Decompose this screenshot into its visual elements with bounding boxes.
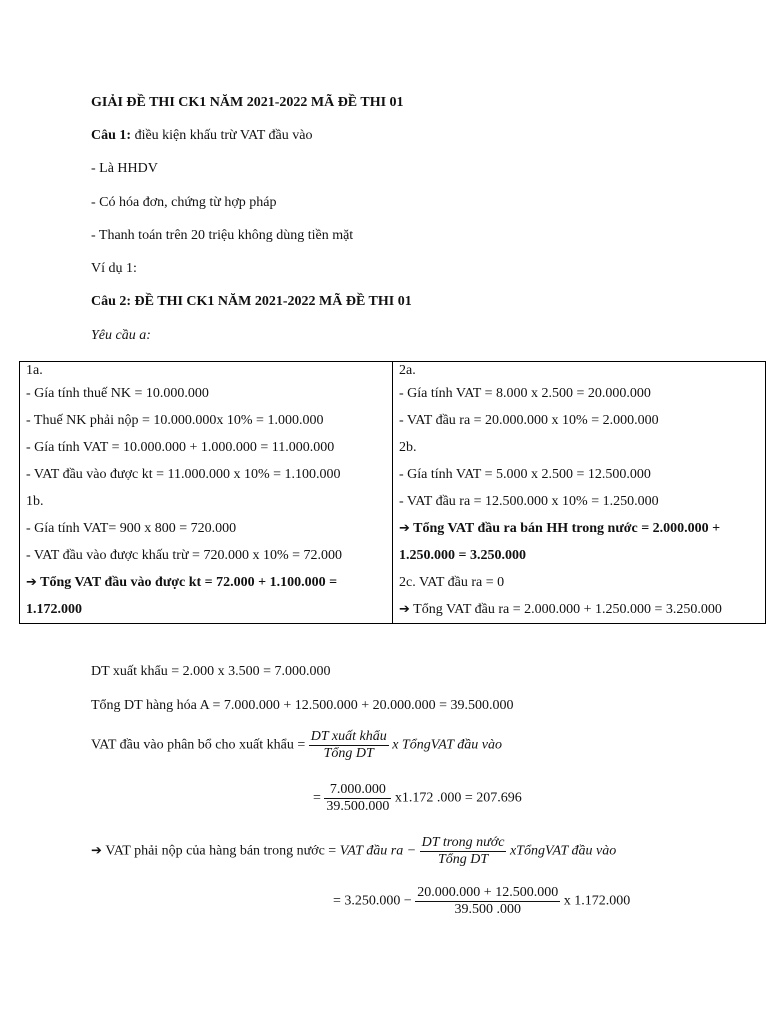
phai-nop-result-head: = 3.250.000 − [333, 893, 412, 909]
phan-bo-formula [91, 729, 502, 762]
phai-nop-tail: xTổngVAT đầu vào [509, 843, 617, 859]
arrow-icon: ➔ [399, 602, 410, 617]
phai-nop-term: VAT đầu ra − [339, 843, 417, 859]
left-line-1b: 1b. [26, 494, 44, 509]
right-line-gia-vat-a: - Gía tính VAT = 8.000 x 2.500 = 20.000.000 [399, 386, 651, 401]
left-line-1a: 1a. [26, 363, 43, 378]
left-line-vat-kt-b: - VAT đầu vào được khấu trừ = 720.000 x 10% = 72.000 [26, 548, 343, 563]
left-total-text: Tổng VAT đầu vào được kt = 72.000 + 1.100.000 = [40, 575, 338, 590]
phan-bo-denominator: Tổng DT [323, 746, 374, 761]
page-title: GIẢI ĐỀ THI CK1 NĂM 2021-2022 MÃ ĐỀ THI 01 [91, 95, 404, 110]
left-cell [20, 362, 393, 624]
phai-nop-fraction [420, 835, 507, 868]
right-total-line [399, 515, 765, 542]
example-label: Ví dụ 1: [91, 261, 137, 276]
arrow-icon: ➔ [26, 575, 37, 590]
phai-nop-result-tail: x 1.172.000 [563, 893, 631, 909]
phan-bo-numerator: DT xuất khẩu [310, 729, 387, 744]
left-total-value: 1.172.000 [26, 602, 82, 617]
right-sum-text: Tổng VAT đầu ra = 2.000.000 + 1.250.000 = 3.250.000 [413, 602, 722, 617]
solution-table [19, 361, 766, 624]
cau1-line [91, 127, 312, 145]
phan-bo-result-denominator: 39.500.000 [326, 799, 390, 814]
phan-bo-tail: x TổngVAT đầu vào [392, 737, 502, 753]
dt-xuat-khau: DT xuất khẩu = 2.000 x 3.500 = 7.000.000 [91, 664, 331, 679]
tong-dt-hang-hoa: Tổng DT hàng hóa A = 7.000.000 + 12.500.000 + 20.000.000 = 39.500.000 [91, 698, 514, 713]
cau2-heading: Câu 2: ĐỀ THI CK1 NĂM 2021-2022 MÃ ĐỀ THI 01 [91, 294, 412, 309]
right-sum-line [399, 596, 765, 623]
phan-bo-label: VAT đầu vào phân bổ cho xuất khẩu = [91, 737, 306, 753]
phai-nop-result-denominator: 39.500 .000 [454, 902, 521, 917]
phai-nop-label: VAT phải nộp của hàng bán trong nước = [105, 843, 337, 859]
cau1-text: điều kiện khấu trừ VAT đầu vào [131, 128, 313, 143]
phai-nop-denominator: Tổng DT [437, 852, 489, 867]
right-line-gia-vat-b: - Gía tính VAT = 5.000 x 2.500 = 12.500.000 [399, 467, 651, 482]
left-line-thue-nk: - Thuế NK phải nộp = 10.000.000x 10% = 1.000.000 [26, 413, 324, 428]
phai-nop-result-fraction [415, 885, 560, 918]
right-line-vat-ra-b: - VAT đầu ra = 12.500.000 x 10% = 1.250.000 [399, 494, 659, 509]
phai-nop-formula [91, 835, 616, 868]
cau1-item-2: - Có hóa đơn, chứng từ hợp pháp [91, 195, 277, 210]
phan-bo-fraction [309, 729, 389, 762]
cau1-item-3: - Thanh toán trên 20 triệu không dùng tiền mặt [91, 228, 354, 243]
phan-bo-result-fraction [324, 782, 391, 815]
right-line-2c: 2c. VAT đầu ra = 0 [399, 575, 505, 590]
phai-nop-result-numerator: 20.000.000 + 12.500.000 [417, 885, 559, 900]
phan-bo-result-eq: = [313, 790, 321, 806]
right-line-2a: 2a. [399, 363, 416, 378]
cau1-label: Câu 1: [91, 128, 132, 143]
phan-bo-result-numerator: 7.000.000 [324, 782, 391, 799]
phan-bo-result [313, 782, 522, 815]
left-line-vat-kt: - VAT đầu vào được kt = 11.000.000 x 10% = 1.100.000 [26, 467, 341, 482]
left-line-gia-vat-b: - Gía tính VAT= 900 x 800 = 720.000 [26, 521, 237, 536]
phai-nop-numerator: DT trong nước [421, 835, 505, 850]
left-line-gia-vat: - Gía tính VAT = 10.000.000 + 1.000.000 = 11.000.000 [26, 440, 335, 455]
right-cell [393, 362, 766, 624]
right-total-value: 1.250.000 = 3.250.000 [399, 548, 526, 563]
right-line-2b: 2b. [399, 440, 417, 455]
left-line-gia-nk: - Gía tính thuế NK = 10.000.000 [26, 386, 209, 401]
left-total-line [26, 569, 392, 596]
right-total-text: Tổng VAT đầu ra bán HH trong nước = 2.000.000 + [413, 521, 721, 536]
right-line-vat-ra-a: - VAT đầu ra = 20.000.000 x 10% = 2.000.000 [399, 413, 659, 428]
arrow-icon: ➔ [399, 521, 410, 536]
phan-bo-result-tail: x1.172 .000 = 207.696 [394, 790, 522, 806]
arrow-icon: ➔ [91, 843, 102, 859]
cau1-item-1: - Là HHDV [91, 161, 158, 176]
phai-nop-result [333, 885, 630, 918]
yeu-cau-a: Yêu cầu a: [91, 328, 151, 343]
